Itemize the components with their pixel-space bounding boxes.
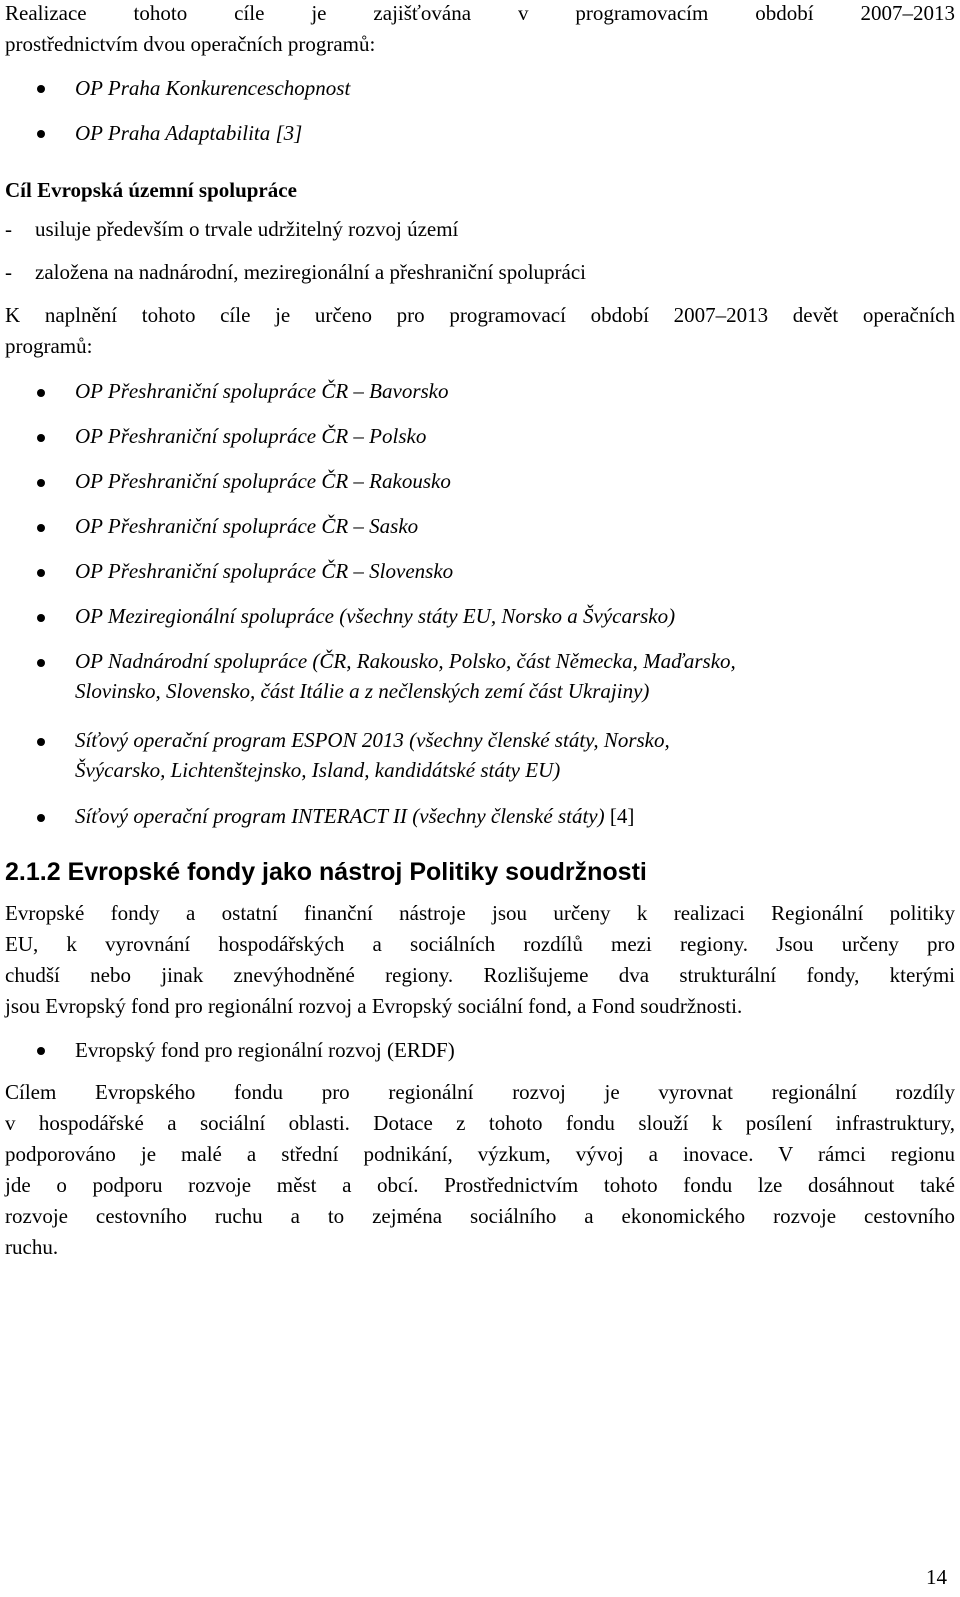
list-item: OP Přeshraniční spolupráce ČR – Polsko <box>75 424 427 448</box>
bullet-icon <box>37 85 45 93</box>
goal-title: Cíl Evropská územní spolupráce <box>5 178 297 202</box>
dash-marker: - <box>5 217 12 241</box>
list-item: OP Přeshraniční spolupráce ČR – Sasko <box>75 514 419 538</box>
list-item-continuation: Slovinsko, Slovensko, část Itálie a z nečlenských zemí část Ukrajiny) <box>75 679 650 703</box>
goal-para-line-2: programů: <box>5 334 93 358</box>
intro-line-1: Realizace tohoto cíle je zajišťována v programovacím období 2007–2013 <box>5 1 955 25</box>
bullet-icon <box>37 524 45 532</box>
list-item: OP Praha Konkurenceschopnost <box>75 76 351 100</box>
dash-marker: - <box>5 260 12 284</box>
list-item: Síťový operační program ESPON 2013 (všechny členské státy, Norsko, <box>75 728 670 752</box>
goal-point: usiluje především o trvale udržitelný rozvoj území <box>35 217 459 241</box>
para1-line: jsou Evropský fond pro regionální rozvoj a Evropský sociální fond, a Fond soudržnosti. <box>5 994 743 1018</box>
list-item: Síťový operační program INTERACT II (všechny členské státy) [4] <box>75 804 635 828</box>
para2-line: ruchu. <box>5 1235 59 1259</box>
bullet-icon <box>37 738 45 746</box>
para1-line: chudší nebo jinak znevýhodněné regiony. Rozlišujeme dva strukturální fondy, kterými <box>5 963 955 987</box>
list-item: OP Nadnárodní spolupráce (ČR, Rakousko, Polsko, část Německa, Maďarsko, <box>75 649 736 673</box>
bullet-icon <box>37 569 45 577</box>
goal-para-line-1: K naplnění tohoto cíle je určeno pro programovací období 2007–2013 devět operačních <box>5 303 955 327</box>
para2-line: jde o podporu rozvoje měst a obcí. Prostřednictvím tohoto fondu lze dosáhnout také <box>5 1173 955 1197</box>
bullet-icon <box>37 814 45 822</box>
document-page <box>5 0 955 1597</box>
list-item: OP Přeshraniční spolupráce ČR – Rakousko <box>75 469 451 493</box>
bullet-icon <box>37 389 45 397</box>
list-item: OP Meziregionální spolupráce (všechny státy EU, Norsko a Švýcarsko) <box>75 604 676 628</box>
list-item-continuation: Švýcarsko, Lichtenštejnsko, Island, kandidátské státy EU) <box>75 758 561 782</box>
bullet-icon <box>37 434 45 442</box>
erdf-bullet: Evropský fond pro regionální rozvoj (ERDF) <box>75 1038 455 1062</box>
para1-line: Evropské fondy a ostatní finanční nástroje jsou určeny k realizaci Regionální politiky <box>5 901 955 925</box>
list-item: OP Přeshraniční spolupráce ČR – Slovensko <box>75 559 454 583</box>
goal-point: založena na nadnárodní, meziregionální a přeshraniční spolupráci <box>35 260 587 284</box>
list-item: OP Praha Adaptabilita [3] <box>75 121 303 145</box>
bullet-icon <box>37 659 45 667</box>
para2-line: rozvoje cestovního ruchu a to zejména sociálního a ekonomického rozvoje cestovního <box>5 1204 955 1228</box>
bullet-icon <box>37 614 45 622</box>
para1-line: EU, k vyrovnání hospodářských a sociálních rozdílů mezi regiony. Jsou určeny pro <box>5 932 955 956</box>
para2-line: Cílem Evropského fondu pro regionální rozvoj je vyrovnat regionální rozdíly <box>5 1080 955 1104</box>
bullet-icon <box>37 479 45 487</box>
bullet-icon <box>37 130 45 138</box>
section-heading: 2.1.2 Evropské fondy jako nástroj Politiky soudržnosti <box>5 858 647 886</box>
page-number: 14 <box>926 1565 947 1589</box>
bullet-icon <box>37 1047 45 1055</box>
intro-line-2: prostřednictvím dvou operačních programů: <box>5 32 376 56</box>
para2-line: podporováno je malé a střední podnikání, výzkum, vývoj a inovace. V rámci regionu <box>5 1142 955 1166</box>
para2-line: v hospodářské a sociální oblasti. Dotace z tohoto fondu slouží k posílení infrastruktury, <box>5 1111 955 1135</box>
list-item: OP Přeshraniční spolupráce ČR – Bavorsko <box>75 379 449 403</box>
